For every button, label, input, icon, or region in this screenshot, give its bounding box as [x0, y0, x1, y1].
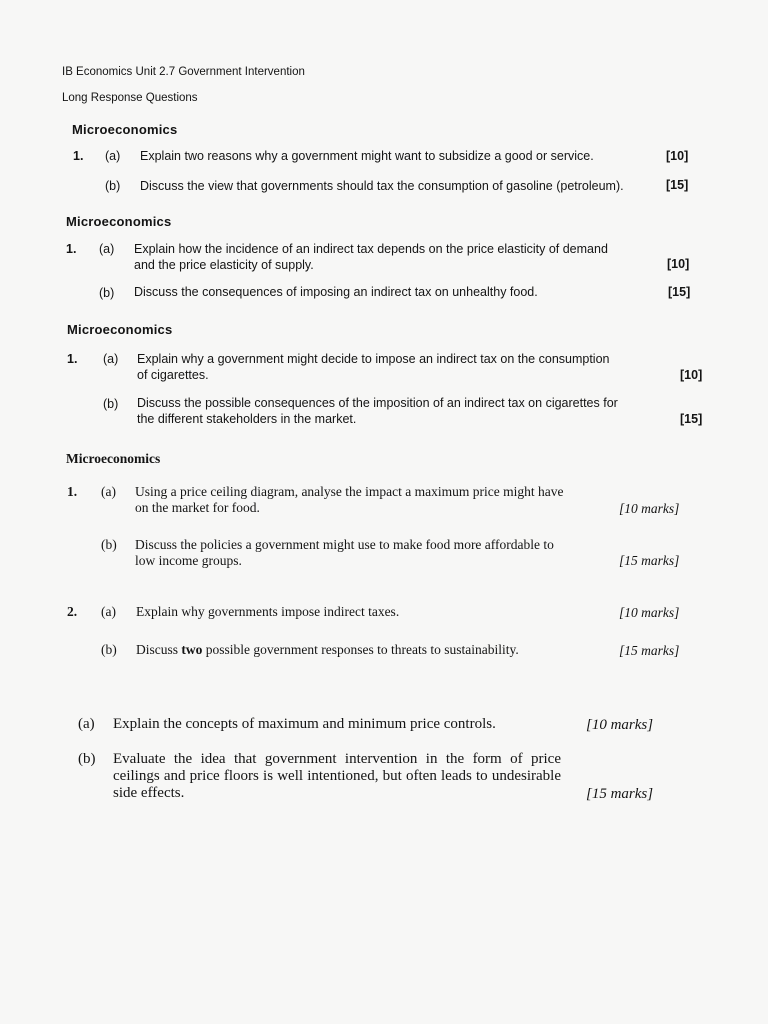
marks: [10 marks] — [586, 717, 654, 733]
question-number: 1. — [73, 149, 84, 163]
question-number: 2. — [67, 604, 78, 619]
document-title: IB Economics Unit 2.7 Government Intervention — [62, 66, 305, 78]
question-text: low income groups. — [135, 553, 242, 568]
question-text: Discuss the view that governments should tax the consumption of gasoline (petroleum). — [140, 179, 624, 193]
part-label: (a) — [101, 484, 116, 499]
marks: [15 marks] — [619, 553, 680, 568]
part-label: (b) — [103, 397, 119, 411]
part-label: (b) — [105, 179, 121, 193]
part-label: (a) — [99, 242, 115, 256]
question-text: of cigarettes. — [137, 368, 209, 382]
question-text: Discuss the policies a government might use to make food more affordable to — [135, 537, 554, 552]
marks: [15] — [680, 412, 703, 426]
question-text: Explain why governments impose indirect taxes. — [136, 604, 400, 619]
part-label: (a) — [103, 352, 119, 366]
question-number: 1. — [66, 242, 77, 256]
marks: [10] — [680, 368, 703, 382]
section-heading: Microeconomics — [67, 322, 173, 337]
question-text: Explain the concepts of maximum and minimum price controls. — [113, 716, 496, 732]
part-label: (a) — [78, 716, 95, 732]
question-text: Discuss the possible consequences of the imposition of an indirect tax on cigarettes for — [137, 396, 618, 410]
part-label: (b) — [101, 537, 117, 552]
part-label: (a) — [101, 604, 116, 619]
part-label: (a) — [105, 149, 121, 163]
question-text: Evaluate the idea that government intervention in the form of price ceilings and price floors is well intentioned, but often leads to undesirable side effects. — [113, 751, 561, 801]
question-text: the different stakeholders in the market. — [137, 412, 357, 426]
document-subtitle: Long Response Questions — [62, 92, 198, 104]
section-heading: Microeconomics — [66, 451, 161, 466]
question-number: 1. — [67, 484, 78, 499]
marks: [10 marks] — [619, 501, 680, 516]
question-text: Discuss two possible government responses to threats to sustainability. — [136, 642, 519, 657]
part-label: (b) — [99, 286, 115, 300]
question-text: Using a price ceiling diagram, analyse the impact a maximum price might have — [135, 484, 564, 499]
question-text: Explain why a government might decide to impose an indirect tax on the consumption — [137, 352, 610, 366]
marks: [15 marks] — [586, 786, 654, 802]
part-label: (b) — [78, 751, 96, 767]
section-heading: Microeconomics — [72, 122, 178, 137]
marks: [15] — [666, 178, 689, 192]
marks: [10 marks] — [619, 605, 680, 620]
marks: [15 marks] — [619, 643, 680, 658]
marks: [10] — [667, 257, 690, 271]
question-text: on the market for food. — [135, 500, 260, 515]
marks: [10] — [666, 149, 689, 163]
question-number: 1. — [67, 352, 78, 366]
question-text: Explain how the incidence of an indirect tax depends on the price elasticity of demand — [134, 242, 608, 256]
question-text: Explain two reasons why a government might want to subsidize a good or service. — [140, 149, 594, 163]
question-text: Discuss the consequences of imposing an indirect tax on unhealthy food. — [134, 285, 538, 299]
question-text: and the price elasticity of supply. — [134, 258, 314, 272]
marks: [15] — [668, 285, 691, 299]
part-label: (b) — [101, 642, 117, 657]
section-heading: Microeconomics — [66, 214, 172, 229]
